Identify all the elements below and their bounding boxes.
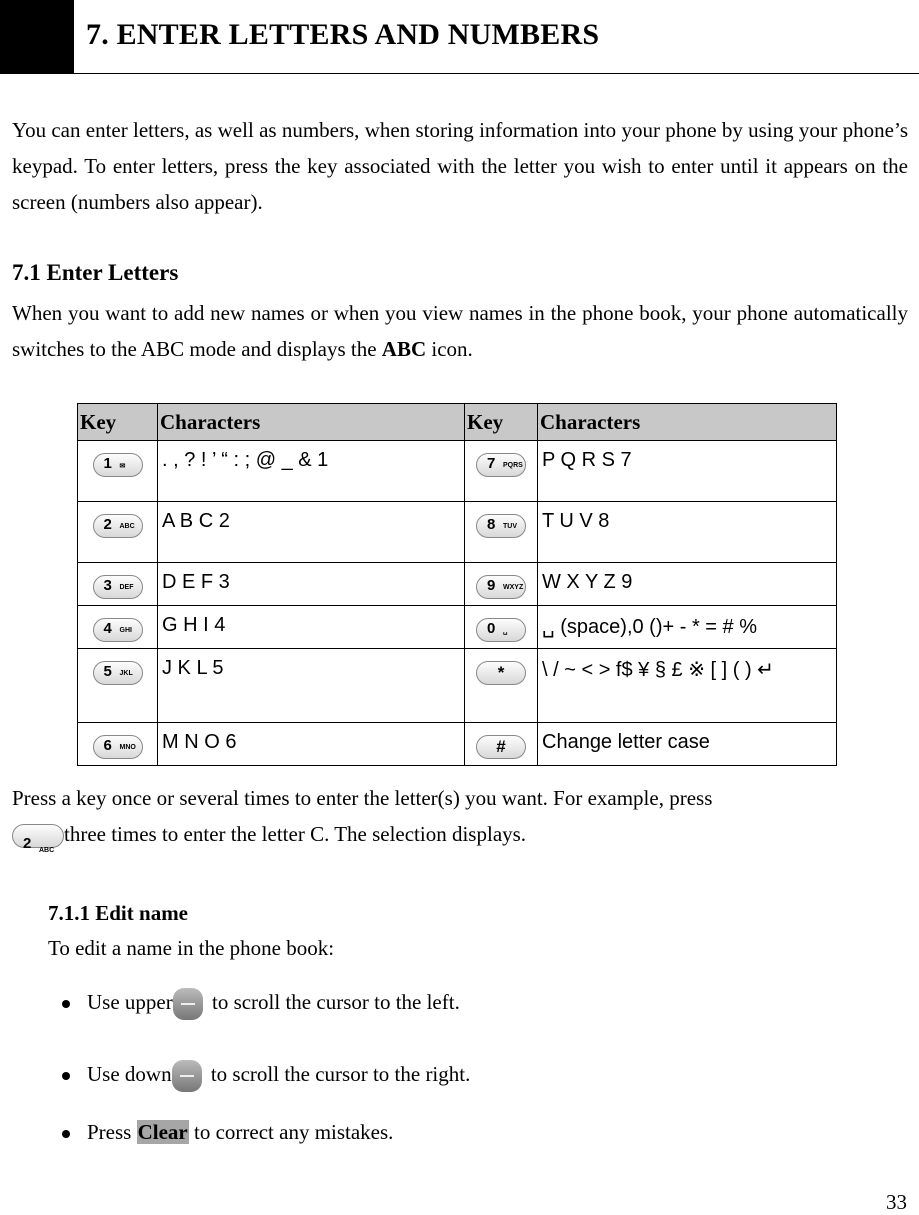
key-number: 0 [487,620,496,637]
key-cell [78,723,158,766]
list-item: Press Clear to correct any mistakes. [62,1120,393,1145]
characters-cell: ␣ (space),0 ()+ - * = # % [538,606,837,649]
table-row [78,502,837,563]
characters-cell: . , ? ! ’ “ : ; @ _ & 1 [158,441,465,502]
key-symbol: * [497,663,505,682]
keypad-key-icon [476,453,526,477]
keypad-key-icon [476,735,526,759]
page-title: 7. ENTER LETTERS AND NUMBERS [86,18,600,51]
keypad-key-icon [476,514,526,538]
table-row [78,723,837,766]
key-letters: MNO [119,744,136,751]
key-letters: GHI [119,627,132,634]
heading-marker [0,0,74,73]
section-title: 7.1 Enter Letters [12,260,179,285]
characters-cell: J K L 5 [158,649,465,723]
key-cell [78,649,158,723]
table-header: Characters [158,404,465,441]
characters-cell: \ / ~ < > f$ ¥ § £ ※ [ ] ( ) ↵ [538,649,837,723]
keypad-key-icon [93,618,143,642]
key-letters: TUV [503,523,517,530]
key-number: 7 [487,455,496,472]
table-header: Characters [538,404,837,441]
key-letters: JKL [119,670,133,677]
key-symbol: # [496,737,506,756]
key-number: 6 [103,737,112,754]
key-number: 3 [103,577,112,594]
key-cell [465,649,538,723]
navigation-key-icon [172,1060,202,1092]
table-row [78,563,837,606]
key-cell [465,441,538,502]
clear-key-label: Clear [137,1120,188,1144]
key-cell [78,563,158,606]
page-number: 33 [886,1190,907,1214]
intro-paragraph: You can enter letters, as well as numbers, when storing information into your phone by using your phone’s keypad. To enter letters, press the key associated with the letter you wish to enter until it appears on the screen (numbers also appear). [12,118,908,214]
press-paragraph-2: 2 ABC three times to enter the letter C. The selection displays. [12,816,908,852]
key-cell [78,606,158,649]
key-letters: ✉ [119,463,126,470]
list-item: Use down to scroll the cursor to the right. [62,1060,470,1092]
characters-cell: Change letter case [538,723,837,766]
keypad-key-icon [93,661,143,685]
section-paragraph: When you want to add new names or when you view names in the phone book, your phone automatically switches to the ABC mode and displays the ABC icon. [12,301,908,361]
bullet-icon [62,1000,70,1008]
list-item: Use upper to scroll the cursor to the left. [62,988,460,1020]
key-cell [465,502,538,563]
key-cell [465,723,538,766]
bullet-icon [62,1072,70,1080]
key-letters: PQRS [503,462,523,469]
characters-cell: W X Y Z 9 [538,563,837,606]
subsection-title: 7.1.1 Edit name [48,901,189,925]
key-character-table [77,403,837,766]
key-number: 8 [487,516,496,533]
characters-cell: T U V 8 [538,502,837,563]
keypad-key-icon [476,661,526,685]
bullet-icon [62,1130,70,1138]
characters-cell: P Q R S 7 [538,441,837,502]
table-row [78,441,837,502]
keypad-key-icon [93,514,143,538]
table-header: Key [465,404,538,441]
table-row [78,606,837,649]
key-cell [465,563,538,606]
key-cell [78,502,158,563]
keypad-key-icon [93,735,143,759]
keypad-key-icon [93,453,143,477]
key-number: 9 [487,577,496,594]
keypad-key-icon [93,575,143,599]
key-cell [465,606,538,649]
table-row [78,649,837,723]
key-letters: WXYZ [503,584,524,591]
key-number: 5 [103,663,112,680]
press-paragraph: Press a key once or several times to enter the letter(s) you want. For example, press [12,786,713,810]
navigation-key-icon [173,988,203,1020]
key-letters: ␣ [503,628,508,635]
key-cell [78,441,158,502]
characters-cell: M N O 6 [158,723,465,766]
key-letters: DEF [119,584,134,591]
key-number: 4 [103,620,112,637]
key-number: 2 [103,516,112,533]
keypad-key-icon [476,575,526,599]
key-number: 1 [103,455,112,472]
key-2-icon: 2 ABC [12,824,64,848]
heading-rule [0,73,919,74]
edit-intro: To edit a name in the phone book: [48,936,335,960]
characters-cell: D E F 3 [158,563,465,606]
characters-cell: A B C 2 [158,502,465,563]
keypad-key-icon [476,618,526,642]
table-header: Key [78,404,158,441]
key-letters: ABC [119,523,135,530]
characters-cell: G H I 4 [158,606,465,649]
